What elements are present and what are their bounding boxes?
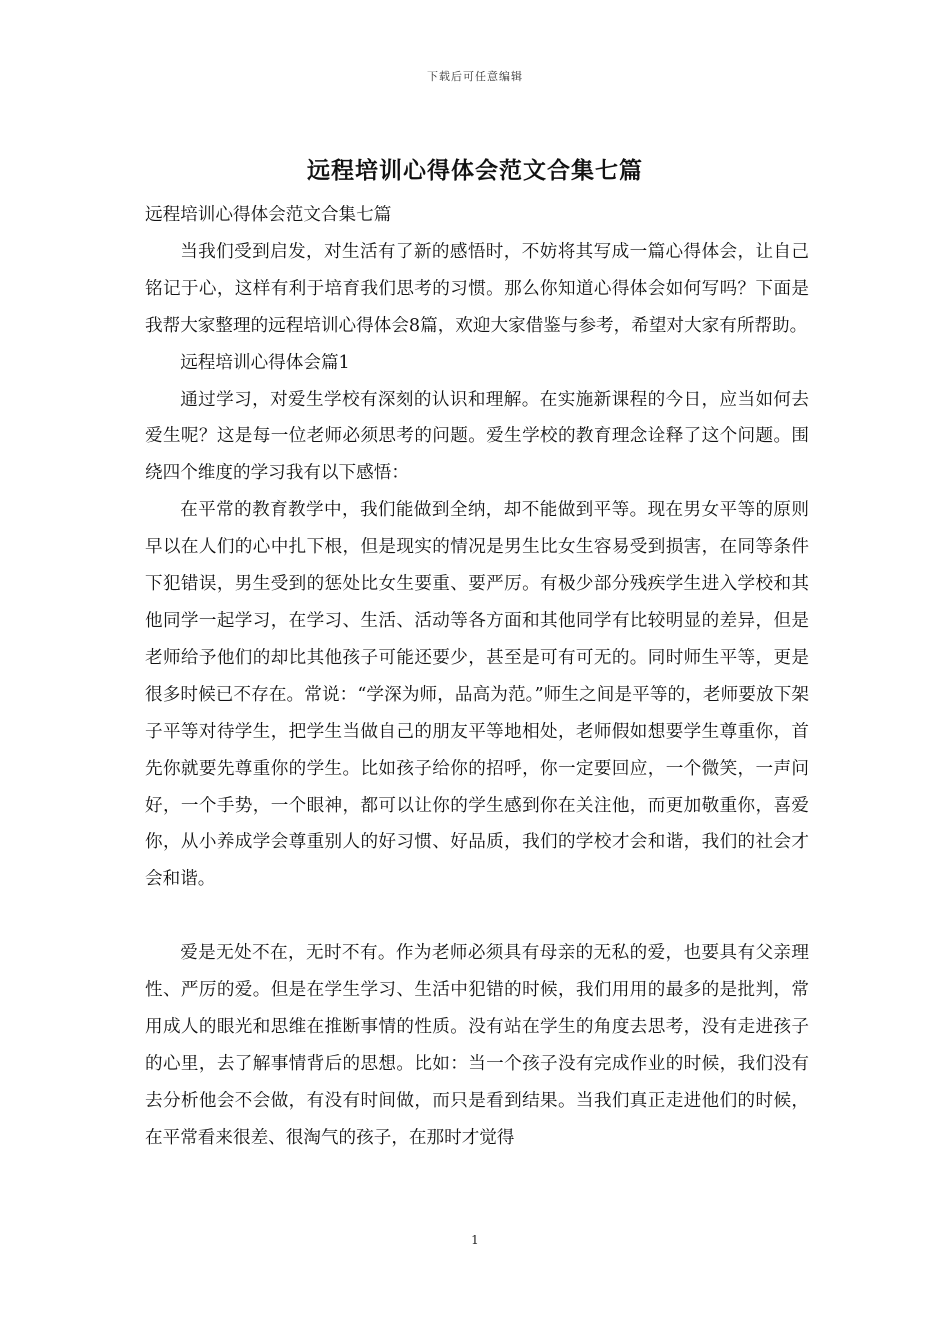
document-body	[145, 197, 809, 1157]
subtitle-paragraph: 远程培训心得体会范文合集七篇	[145, 205, 392, 225]
document-title: 远程培训心得体会范文合集七篇	[307, 157, 643, 184]
body-paragraph: 在平常的教育教学中，我们能做到全纳，却不能做到平等。现在男女平等的原则早以在人们的心中扎下根，但是现实的情况是男生比女生容易受到损害，在同等条件下犯错误，男生受到的惩处比女生要重、要严厉。有极少部分残疾学生进入学校和其他同学一起学习，在学习、生活、活动等各方面和其他同学有比较明显的差异，但是老师给予他们的却比其他孩子可能还要少，甚至是可有可无的。同时师生平等，更是很多时候已不存在。常说：“学深为师，品高为范。”师生之间是平等的，老师要放下架子平等对待学生，把学生当做自己的朋友平等地相处，老师假如想要学生尊重你，首先你就要先尊重你的学生。比如孩子给你的招呼，你一定要回应，一个微笑，一声问好，一个手势，一个眼神，都可以让你的学生感到你在关注他，而更加敬重你，喜爱你，从小养成学会尊重别人的好习惯、好品质，我们的学校才会和谐，我们的社会才会和谐。	[145, 500, 809, 890]
page-number: 1	[471, 1233, 479, 1247]
body-paragraph: 通过学习，对爱生学校有深刻的认识和理解。在实施新课程的今日，应当如何去爱生呢？这是每一位老师必须思考的问题。爱生学校的教育理念诠释了这个问题。围绕四个维度的学习我有以下感悟：	[145, 389, 809, 484]
body-paragraph: 爱是无处不在，无时不有。作为老师必须具有母亲的无私的爱，也要具有父亲理性、严厉的爱。但是在学生学习、生活中犯错的时候，我们用用的最多的是批判，常用成人的眼光和思维在推断事情的性质。没有站在学生的角度去思考，没有走进孩子的心里，去了解事情背后的思想。比如：当一个孩子没有完成作业的时候，我们没有去分析他会不会做，有没有时间做，而只是看到结果。当我们真正走进他们的时候，在平常看来很差、很淘气的孩子，在那时才觉得	[145, 943, 809, 1148]
intro-paragraph: 当我们受到启发，对生活有了新的感悟时，不妨将其写成一篇心得体会，让自己铭记于心，这样有利于培育我们思考的习惯。那么你知道心得体会如何写吗？下面是我帮大家整理的远程培训心得体会8篇，欢迎大家借鉴与参考，希望对大家有所帮助。	[145, 241, 809, 336]
blank-line	[145, 898, 809, 935]
section-heading: 远程培训心得体会篇1	[180, 352, 350, 373]
page-header-note: 下载后可任意编辑	[427, 70, 523, 83]
